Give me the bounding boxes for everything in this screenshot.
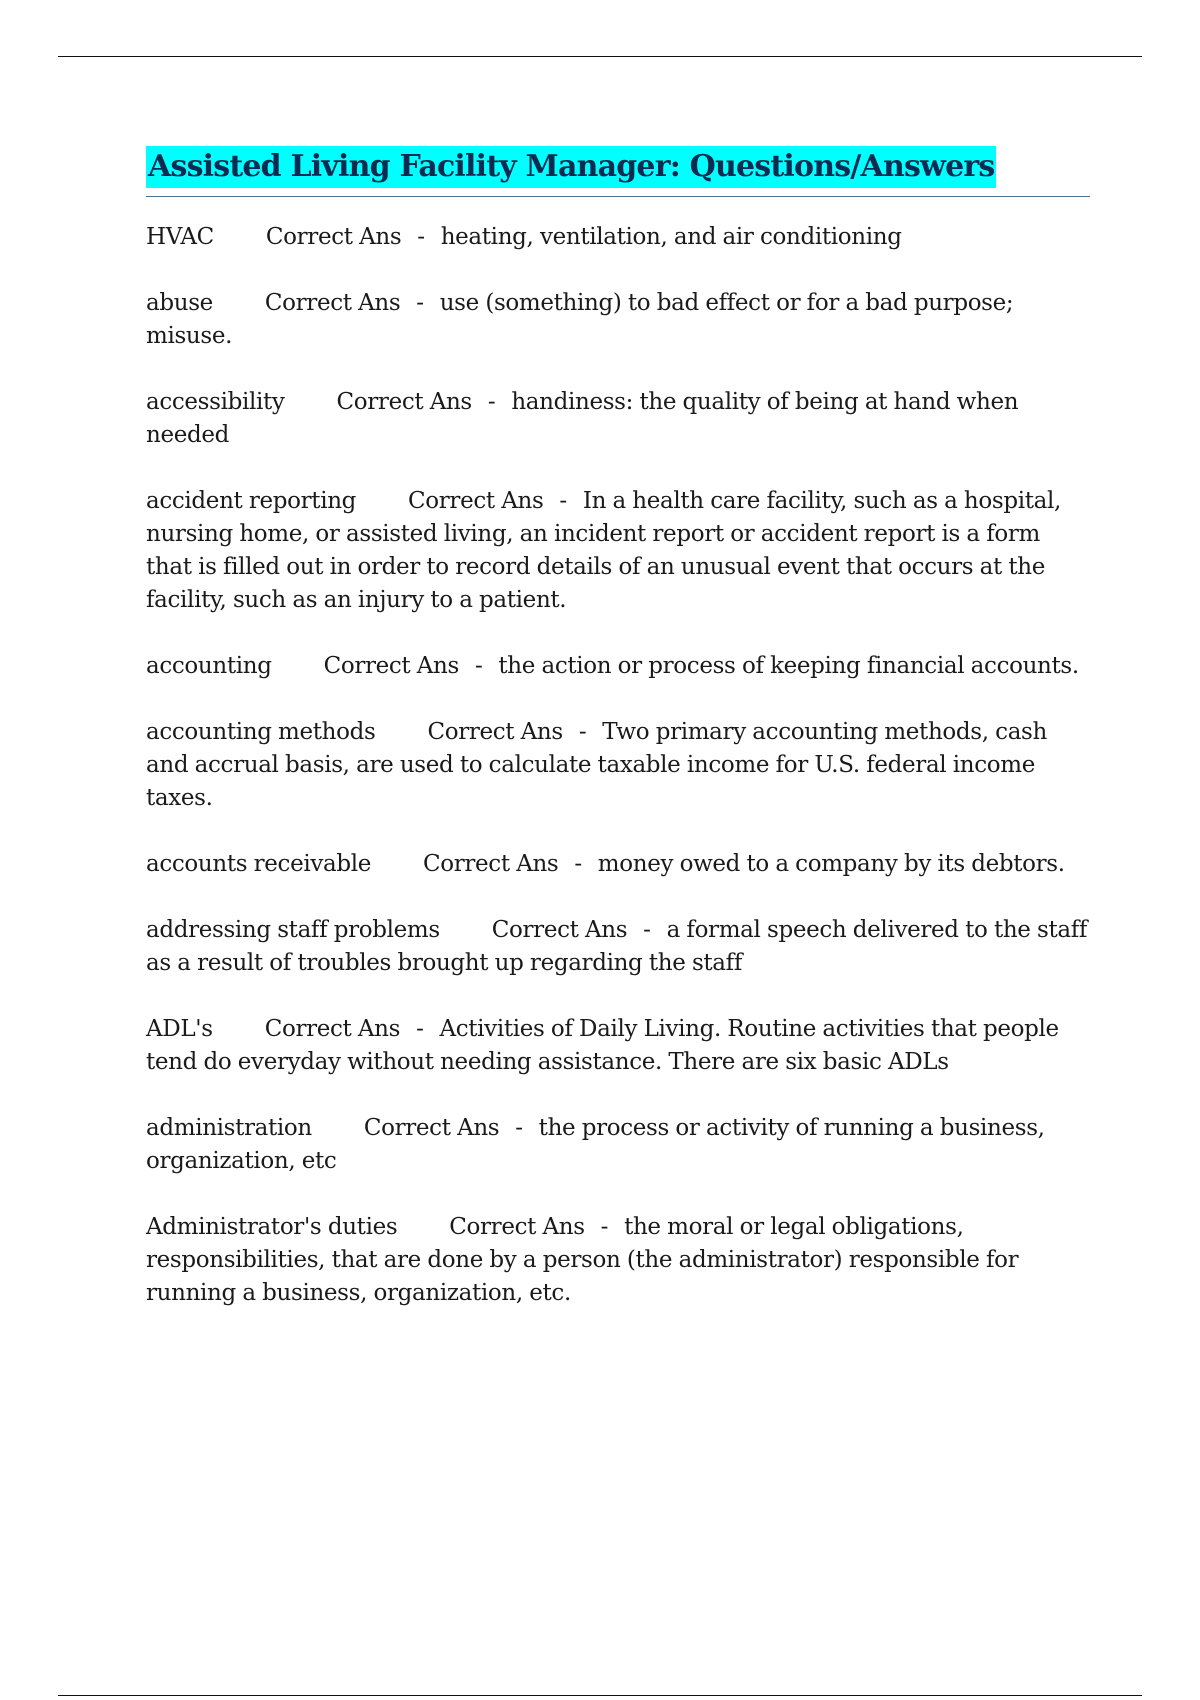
- qa-answer: handiness: the quality of being at hand when needed: [146, 389, 1019, 448]
- qa-term: HVAC: [146, 224, 214, 250]
- qa-answer: money owed to a company by its debtors.: [597, 851, 1065, 877]
- qa-item: [146, 848, 1090, 881]
- qa-answer: Two primary accounting methods, cash and accrual basis, are used to calculate taxable income for U.S. federal income taxes.: [146, 719, 1047, 811]
- qa-item: [146, 650, 1090, 683]
- answer-separator: -: [416, 1016, 424, 1042]
- document-body: [146, 146, 1090, 1343]
- qa-answer: In a health care facility, such as a hospital, nursing home, or assisted living, an incident report or accident report is a form that is filled out in order to record details of an unusual event that occurs at the facility, such as an injury to a patient.: [146, 488, 1061, 613]
- document-title: Assisted Living Facility Manager: Questions/Answers: [146, 146, 996, 188]
- qa-item: [146, 221, 1090, 254]
- qa-item: [146, 1013, 1090, 1079]
- answer-separator: -: [417, 224, 425, 250]
- answer-separator: -: [515, 1115, 523, 1141]
- answer-marker: Correct Ans: [491, 917, 628, 943]
- qa-term: addressing staff problems: [146, 917, 440, 943]
- qa-term: Administrator's duties: [146, 1214, 398, 1240]
- answer-marker: Correct Ans: [323, 653, 459, 679]
- answer-marker: Correct Ans: [264, 1016, 401, 1042]
- answer-separator: -: [600, 1214, 609, 1240]
- qa-answer: a formal speech delivered to the staff as a result of troubles brought up regarding the staff: [146, 917, 1088, 976]
- qa-term: accident reporting: [146, 488, 357, 514]
- qa-item: [146, 1112, 1090, 1178]
- qa-list: [146, 221, 1090, 1310]
- answer-marker: Correct Ans: [264, 290, 401, 316]
- qa-item: [146, 287, 1090, 353]
- answer-separator: -: [487, 389, 496, 415]
- qa-item: [146, 716, 1090, 815]
- qa-term: administration: [146, 1115, 312, 1141]
- answer-marker: Correct Ans: [427, 719, 563, 745]
- answer-separator: -: [474, 653, 483, 679]
- answer-marker: Correct Ans: [423, 851, 559, 877]
- answer-separator: -: [416, 290, 424, 316]
- qa-answer: use (something) to bad effect or for a bad purpose; misuse.: [146, 290, 1014, 349]
- page-top-rule: [58, 56, 1142, 57]
- qa-term: accounts receivable: [146, 851, 372, 877]
- qa-item: [146, 1211, 1090, 1310]
- qa-term: ADL's: [146, 1016, 213, 1042]
- page-bottom-rule: [58, 1695, 1142, 1696]
- qa-term: accounting: [146, 653, 272, 679]
- qa-answer: the process or activity of running a business, organization, etc: [146, 1115, 1045, 1174]
- answer-marker: Correct Ans: [363, 1115, 500, 1141]
- answer-separator: -: [578, 719, 587, 745]
- answer-marker: Correct Ans: [265, 224, 402, 250]
- qa-answer: the action or process of keeping financial accounts.: [498, 653, 1079, 679]
- answer-separator: -: [574, 851, 582, 877]
- title-block: [146, 146, 1090, 197]
- qa-term: accessibility: [146, 389, 285, 415]
- answer-separator: -: [559, 488, 567, 514]
- answer-marker: Correct Ans: [408, 488, 544, 514]
- qa-item: [146, 386, 1090, 452]
- qa-answer: Activities of Daily Living. Routine activities that people tend do everyday without needing assistance. There are six basic ADLs: [146, 1016, 1059, 1075]
- qa-answer: the moral or legal obligations, responsibilities, that are done by a person (the administrator) responsible for running a business, organization, etc.: [146, 1214, 1019, 1306]
- qa-answer: heating, ventilation, and air conditioning: [440, 224, 902, 250]
- answer-marker: Correct Ans: [336, 389, 472, 415]
- qa-item: [146, 914, 1090, 980]
- qa-term: abuse: [146, 290, 213, 316]
- qa-item: [146, 485, 1090, 617]
- answer-marker: Correct Ans: [449, 1214, 585, 1240]
- answer-separator: -: [643, 917, 651, 943]
- qa-term: accounting methods: [146, 719, 376, 745]
